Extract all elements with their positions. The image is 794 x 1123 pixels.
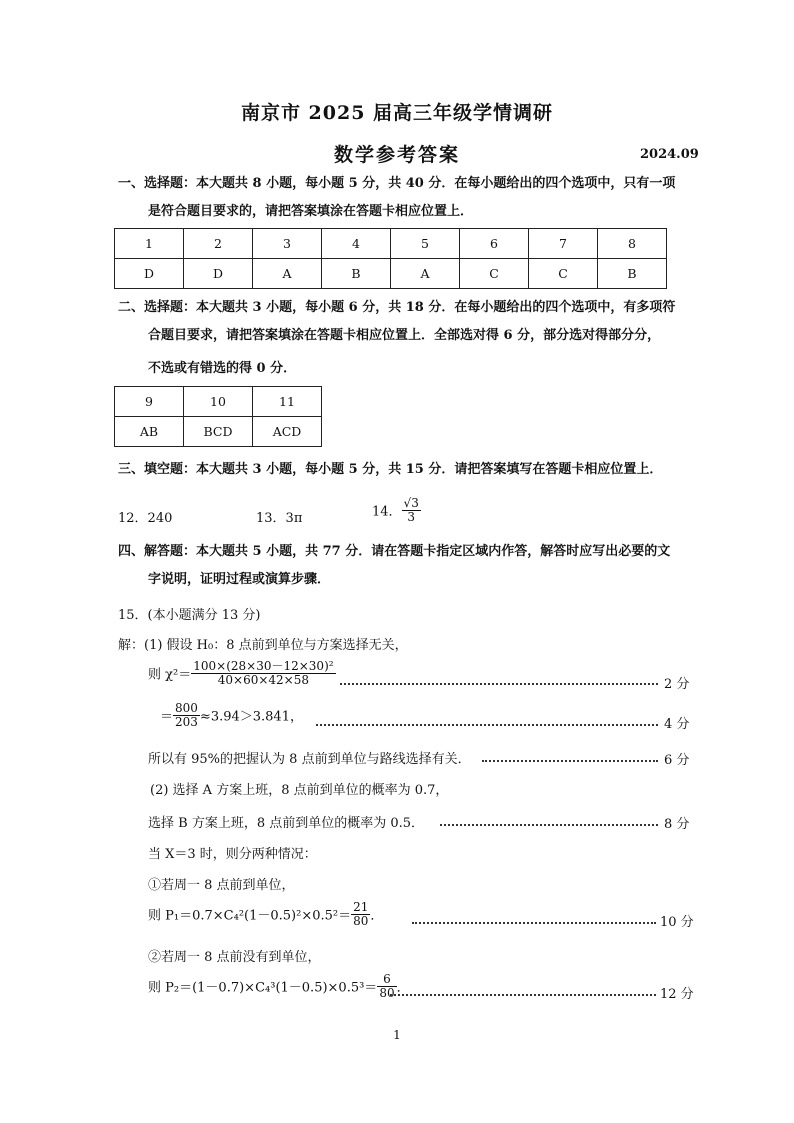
q15-step-result <box>160 702 303 728</box>
score-leader-dots <box>340 683 658 685</box>
q12-answer: 12．240 <box>118 511 173 526</box>
q13-answer: 13．3π <box>256 511 303 526</box>
fraction-numerator: 800 <box>175 701 198 715</box>
document-title: 南京市 2025 届高三年级学情调研 <box>240 102 554 124</box>
section4-heading-line2: 字说明，证明过程或演算步骤． <box>148 572 331 587</box>
q15-case1: ①若周一 8 点前到单位， <box>148 878 295 893</box>
section1-heading-line1: 一、选择题：本大题共 8 小题，每小题 5 分，共 40 分．在每小题给出的四个选项中，只有一项 <box>118 176 676 191</box>
q15-step-hypothesis: 解：(1) 假设 H₀：8 点前到单位与方案选择无关， <box>118 638 408 653</box>
q14-fraction <box>402 497 421 523</box>
score-label: 2 分 <box>664 677 690 692</box>
q15-step-conclusion: 所以有 95%的把握认为 8 点前到单位与路线选择有关． <box>148 752 471 767</box>
q15-heading: 15．(本小题满分 13 分) <box>118 608 261 623</box>
q-answer: B <box>598 259 667 289</box>
q15-step-plan-a: (2) 选择 A 方案上班，8 点前到单位的概率为 0.7， <box>150 783 449 798</box>
score-leader-dots <box>482 760 658 762</box>
section2-heading-line1: 二、选择题：本大题共 3 小题，每小题 6 分，共 18 分．在每小题给出的四个选项中，有多项符 <box>118 300 676 315</box>
q-number: 2 <box>184 229 253 259</box>
q15-case2: ②若周一 8 点前没有到单位， <box>148 950 321 965</box>
q-number: 3 <box>253 229 322 259</box>
section4-heading-line1: 四、解答题：本大题共 5 小题，共 77 分．请在答题卡指定区域内作答，解答时应写出必要的文 <box>118 544 671 559</box>
document-subtitle: 数学参考答案 <box>333 144 460 166</box>
q15-step-p1 <box>148 901 383 927</box>
score-leader-dots <box>440 824 658 826</box>
score-label: 6 分 <box>664 753 690 768</box>
q-answer: AB <box>115 417 184 447</box>
q-number: 8 <box>598 229 667 259</box>
q-number: 7 <box>529 229 598 259</box>
fraction-denominator: 3 <box>407 509 415 524</box>
document-date: 2024.09 <box>640 147 699 162</box>
fraction-numerator: 6 <box>377 973 396 987</box>
section1-heading-line2: 是符合题目要求的，请把答案填涂在答题卡相应位置上． <box>148 204 474 219</box>
q-answer: B <box>322 259 391 289</box>
section2-heading-line2: 合题目要求，请把答案填涂在答题卡相应位置上．全部选对得 6 分，部分选对得部分分， <box>148 328 661 343</box>
chi-square-fraction <box>191 660 335 686</box>
section1-answer-row <box>115 259 667 289</box>
fraction-denominator: 80 <box>353 913 369 928</box>
section2-number-row <box>115 387 322 417</box>
step-prefix: 则 P₂＝(1－0.7)×C₄³(1－0.5)×0.5³＝ <box>148 980 378 996</box>
q15-step-p2 <box>148 973 410 999</box>
q-answer: C <box>460 259 529 289</box>
section1-answer-table <box>114 228 667 289</box>
score-label: 8 分 <box>664 817 690 832</box>
q14-label: 14． <box>372 504 402 520</box>
p1-fraction <box>351 901 370 927</box>
step-suffix: ≈3.94＞3.841， <box>199 709 303 725</box>
q-number: 1 <box>115 229 184 259</box>
step-prefix: 则 χ²＝ <box>148 667 192 683</box>
q-number: 6 <box>460 229 529 259</box>
fraction-denominator: 203 <box>175 714 198 729</box>
score-leader-dots <box>412 922 656 924</box>
q-answer: C <box>529 259 598 289</box>
step-suffix: ． <box>396 980 410 996</box>
q15-step-plan-b: 选择 B 方案上班，8 点前到单位的概率为 0.5． <box>148 816 425 831</box>
section2-answer-row <box>115 417 322 447</box>
q14-answer <box>372 497 421 523</box>
q15-step-chi-square <box>148 660 336 686</box>
score-label: 10 分 <box>660 915 694 930</box>
score-leader-dots <box>316 724 658 726</box>
q-answer: A <box>391 259 460 289</box>
q-answer: D <box>184 259 253 289</box>
step-prefix: 则 P₁＝0.7×C₄²(1－0.5)²×0.5²＝ <box>148 908 352 924</box>
section2-heading-line3: 不选或有错选的得 0 分． <box>148 361 297 376</box>
fraction-numerator: 100×(28×30－12×30)² <box>193 659 334 673</box>
section1-number-row <box>115 229 667 259</box>
q-number: 10 <box>184 387 253 417</box>
fraction-numerator: 21 <box>353 900 369 914</box>
step-suffix: ． <box>370 908 384 924</box>
q-number: 4 <box>322 229 391 259</box>
score-leader-dots <box>390 994 656 996</box>
q-number: 5 <box>391 229 460 259</box>
step-prefix: ＝ <box>160 709 174 725</box>
section3-heading: 三、填空题：本大题共 3 小题，每小题 5 分，共 15 分．请把答案填写在答题卡相应位置上． <box>118 462 663 477</box>
section2-answer-table <box>114 386 322 447</box>
score-label: 12 分 <box>660 987 694 1002</box>
page-number: 1 <box>393 1028 401 1042</box>
q-answer: A <box>253 259 322 289</box>
fraction-denominator: 40×60×42×58 <box>217 672 310 687</box>
q-number: 11 <box>253 387 322 417</box>
q-number: 9 <box>115 387 184 417</box>
result-fraction <box>173 702 200 728</box>
score-label: 4 分 <box>664 717 690 732</box>
q-answer: D <box>115 259 184 289</box>
fraction-numerator: √3 <box>403 496 419 510</box>
q-answer: ACD <box>253 417 322 447</box>
q-answer: BCD <box>184 417 253 447</box>
q15-step-cases: 当 X＝3 时，则分两种情况： <box>148 847 317 862</box>
fraction-denominator: 80 <box>379 985 395 1000</box>
